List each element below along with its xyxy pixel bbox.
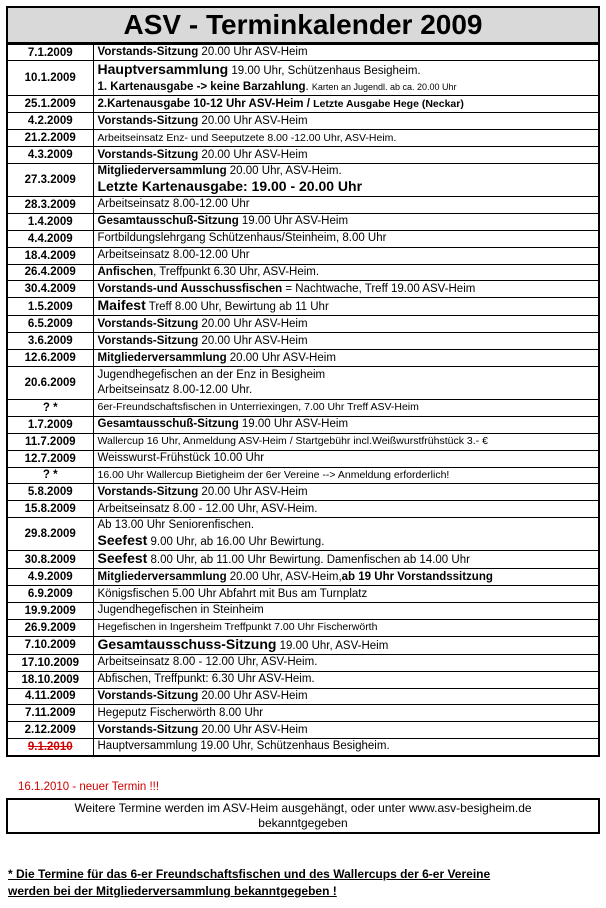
event-text: 20.00 Uhr ASV-Heim (198, 723, 308, 736)
event-date (7, 467, 93, 484)
event-date (7, 569, 93, 586)
event-line (98, 383, 595, 398)
event-description (93, 569, 599, 586)
event-date-text: 2.12.2009 (24, 724, 76, 737)
event-date-text: 27.3.2009 (24, 173, 76, 186)
event-text: Vorstands-Sitzung (97, 114, 199, 127)
event-text: Mitgliederversammlung (97, 570, 227, 583)
event-description (93, 247, 599, 264)
event-line (98, 570, 595, 585)
event-description (93, 654, 599, 671)
event-description (93, 350, 599, 367)
event-text: Treff 8.00 Uhr, Bewirtung ab 11 Uhr (145, 301, 329, 314)
event-text: 20.00 Uhr ASV-Heim (198, 148, 308, 161)
event-date (7, 333, 93, 350)
new-date-note: 16.1.2010 - neuer Termin !!! (18, 781, 160, 793)
event-text: ab 19 Uhr Vorstandssitzung (341, 570, 493, 583)
event-date (7, 350, 93, 367)
event-text: 20.00 Uhr, ASV-Heim, (226, 570, 342, 583)
info-box (6, 798, 600, 834)
event-text: 20.00 Uhr ASV-Heim (226, 351, 336, 364)
event-line (98, 672, 595, 687)
event-description (93, 163, 599, 196)
event-description (93, 602, 599, 619)
event-date-text: 6.5.2009 (27, 318, 73, 331)
event-date (7, 230, 93, 247)
event-text: Hegeputz Fischerwörth 8.00 Uhr (97, 706, 264, 719)
event-line (98, 551, 595, 568)
event-text: 20.00 Uhr ASV-Heim (198, 46, 308, 59)
event-text: Abfischen, Treffpunkt: 6.30 Uhr ASV-Heim. (97, 673, 315, 686)
event-description (93, 551, 599, 569)
event-date-text: 1.4.2009 (27, 215, 73, 228)
event-line (98, 637, 595, 654)
event-line (98, 97, 595, 112)
event-text: Arbeitseinsatz 8.00 - 12.00 Uhr, ASV-Heim. (97, 656, 318, 669)
calendar-row (7, 688, 599, 705)
event-text: Fortbildungslehrgang Schützenhaus/Steinheim, 8.00 Uhr (97, 232, 387, 245)
calendar-row (7, 247, 599, 264)
event-description (93, 130, 599, 147)
calendar-row (7, 705, 599, 722)
event-text: 19.00 Uhr ASV-Heim (238, 418, 349, 431)
event-date-text: 12.7.2009 (24, 452, 76, 465)
event-line (98, 620, 595, 635)
event-line (98, 197, 595, 212)
event-date-text: 10.1.2009 (24, 72, 76, 85)
event-description (93, 467, 599, 484)
event-description (93, 316, 599, 333)
event-description (93, 416, 599, 433)
event-line (98, 282, 595, 297)
event-text: 9.00 Uhr, ab 16.00 Uhr Bewirtung. (147, 536, 325, 549)
calendar-row (7, 654, 599, 671)
event-date (7, 247, 93, 264)
event-date-text: 7.10.2009 (24, 639, 76, 652)
event-date (7, 636, 93, 654)
event-text: Arbeitseinsatz 8.00-12.00 Uhr. (97, 383, 253, 396)
event-date-text: 7.11.2009 (24, 707, 76, 720)
event-date (7, 722, 93, 739)
event-line (98, 587, 595, 602)
calendar-row (7, 602, 599, 619)
calendar-row (7, 501, 599, 518)
event-date-text: 3.6.2009 (27, 335, 73, 348)
event-description (93, 96, 599, 113)
event-text: Vorstands-Sitzung (97, 148, 199, 161)
event-description (93, 484, 599, 501)
event-text: 20.00 Uhr ASV-Heim (198, 317, 308, 330)
event-date (7, 96, 93, 113)
event-date-text: 18.4.2009 (24, 249, 76, 262)
event-text: = Nachtwache, Treff 19.00 ASV-Heim (282, 282, 476, 295)
event-date-text: 5.8.2009 (27, 486, 73, 499)
event-line (98, 317, 595, 332)
calendar-row (7, 44, 599, 61)
event-text: 20.00 Uhr ASV-Heim (198, 334, 308, 347)
event-date-text: 26.9.2009 (24, 621, 76, 634)
event-line (98, 434, 595, 449)
calendar-row (7, 61, 599, 96)
event-date (7, 586, 93, 603)
calendar-row (7, 551, 599, 569)
event-date (7, 298, 93, 316)
event-line (98, 400, 595, 415)
event-date-text: 20.6.2009 (24, 376, 76, 389)
event-description (93, 518, 599, 551)
event-description (93, 147, 599, 164)
info-line: Weitere Termine werden im ASV-Heim ausgehängt, oder unter www.asv-besigheim.de (74, 801, 532, 815)
event-description (93, 619, 599, 636)
event-text: Jugendhegefischen in Steinheim (97, 604, 264, 617)
event-line (98, 706, 595, 721)
event-line (98, 148, 595, 163)
event-text: , Treffpunkt 6.30 Uhr, ASV-Heim. (153, 265, 320, 278)
event-text: Ab 13.00 Uhr Seniorenfischen. (97, 519, 255, 532)
calendar-row (7, 213, 599, 230)
calendar-row (7, 350, 599, 367)
event-text: Letzte Kartenausgabe: 19.00 - 20.00 Uhr (97, 177, 363, 194)
event-date-text: 1.7.2009 (27, 418, 73, 431)
event-description (93, 61, 599, 96)
event-date-text: 19.9.2009 (24, 604, 76, 617)
event-line (98, 214, 595, 229)
event-description (93, 366, 599, 399)
event-date (7, 484, 93, 501)
event-date (7, 113, 93, 130)
event-date (7, 316, 93, 333)
event-date-text: 26.4.2009 (24, 266, 76, 279)
event-line (98, 689, 595, 704)
event-text: 8.00 Uhr, ab 11.00 Uhr Bewirtung. Damenfischen ab 14.00 Uhr (147, 554, 470, 567)
event-description (93, 722, 599, 739)
event-text: 1. Kartenausgabe -> keine Barzahlung (97, 81, 306, 94)
event-text: Mitgliederversammlung (97, 164, 227, 177)
event-description (93, 264, 599, 281)
event-text: Gesamtausschuß-Sitzung (97, 215, 239, 228)
event-description (93, 399, 599, 416)
event-line (98, 533, 595, 550)
event-date-text: 4.11.2009 (24, 690, 76, 703)
event-text: Vorstands-Sitzung (97, 485, 199, 498)
event-text: Arbeitseinsatz 8.00-12.00 Uhr (97, 198, 250, 211)
event-text: 19.00 Uhr ASV-Heim (238, 215, 349, 228)
event-date (7, 281, 93, 298)
calendar-table (6, 43, 600, 757)
event-description (93, 230, 599, 247)
calendar-row (7, 739, 599, 756)
event-date-text: 18.10.2009 (21, 673, 80, 686)
event-text: 20.00 Uhr, ASV-Heim. (226, 164, 342, 177)
event-date-text: ? * (42, 401, 58, 414)
event-date-text: ? * (42, 469, 58, 482)
event-date (7, 433, 93, 450)
event-text: Hauptversammlung (97, 61, 229, 78)
event-date (7, 61, 93, 96)
event-line (98, 231, 595, 246)
event-text: Gesamtausschuß-Sitzung (97, 418, 239, 431)
event-line (98, 164, 595, 179)
event-line (98, 265, 595, 280)
event-text: Seefest (97, 550, 148, 567)
event-date (7, 739, 93, 756)
calendar-row (7, 113, 599, 130)
calendar-row (7, 230, 599, 247)
event-date-text: 4.9.2009 (27, 571, 73, 584)
event-date (7, 147, 93, 164)
calendar-row (7, 586, 599, 603)
event-description (93, 433, 599, 450)
event-text: 2.Kartenausgabe 10-12 Uhr ASV-Heim / (97, 97, 314, 110)
event-text: Weisswurst-Frühstück 10.00 Uhr (97, 452, 265, 465)
calendar-row (7, 467, 599, 484)
event-text: 16.00 Uhr Wallercup Bietigheim der 6er Vereine --> Anmeldung erforderlich! (97, 468, 450, 481)
event-line (98, 603, 595, 618)
event-date-text: 28.3.2009 (24, 198, 76, 211)
event-line (98, 179, 595, 196)
event-text: 19.00 Uhr, Schützenhaus Besigheim. (228, 65, 421, 78)
calendar-row (7, 722, 599, 739)
event-text: Arbeitseinsatz 8.00-12.00 Uhr (97, 249, 250, 262)
event-text: Vorstands-Sitzung (97, 689, 199, 702)
calendar-row (7, 636, 599, 654)
event-date (7, 196, 93, 213)
event-description (93, 739, 599, 756)
event-date (7, 705, 93, 722)
event-line (98, 114, 595, 129)
event-line (98, 655, 595, 670)
event-text: 20.00 Uhr ASV-Heim (198, 485, 308, 498)
event-date-text: 25.1.2009 (24, 98, 76, 111)
event-date (7, 501, 93, 518)
event-date-text: 9.1.2010 (27, 740, 73, 753)
event-date (7, 688, 93, 705)
event-description (93, 298, 599, 316)
info-line: bekanntgegeben (258, 816, 348, 830)
footnote (8, 866, 490, 900)
event-text: Seefest (97, 532, 148, 549)
page-title: ASV - Terminkalender 2009 (6, 6, 600, 44)
calendar-row (7, 416, 599, 433)
event-date (7, 551, 93, 569)
event-date-text: 17.10.2009 (21, 656, 80, 669)
calendar-row (7, 450, 599, 467)
event-text: Vorstands-Sitzung (97, 46, 199, 59)
calendar-row (7, 298, 599, 316)
event-date (7, 44, 93, 61)
event-date (7, 654, 93, 671)
event-date-text: 4.4.2009 (27, 232, 73, 245)
calendar-row (7, 96, 599, 113)
event-date (7, 450, 93, 467)
event-text: Jugendhegefischen an der Enz in Besigheim (97, 368, 326, 381)
event-line (98, 485, 595, 500)
event-line (98, 45, 595, 60)
calendar-row (7, 264, 599, 281)
event-text: Königsfischen 5.00 Uhr Abfahrt mit Bus am Turnplatz (97, 587, 368, 600)
event-text: Wallercup 16 Uhr, Anmeldung ASV-Heim / Startgebühr incl.Weißwurstfrühstück 3.- € (97, 435, 488, 448)
event-description (93, 636, 599, 654)
calendar-row (7, 518, 599, 551)
event-text: . (305, 81, 312, 94)
calendar-row (7, 163, 599, 196)
event-line (98, 451, 595, 466)
event-text: 6er-Freundschaftsfischen in Unterriexingen, 7.00 Uhr Treff ASV-Heim (97, 401, 419, 414)
event-text: Vorstands-und Ausschussfischen (97, 282, 283, 295)
calendar-row (7, 399, 599, 416)
event-line (98, 739, 595, 754)
calendar-row (7, 196, 599, 213)
calendar-row (7, 569, 599, 586)
event-date (7, 213, 93, 230)
event-date-text: 6.9.2009 (27, 588, 73, 601)
calendar-row (7, 130, 599, 147)
event-line (98, 248, 595, 263)
calendar-row (7, 281, 599, 298)
event-date (7, 518, 93, 551)
event-text: Arbeitseinsatz 8.00 - 12.00 Uhr, ASV-Heim. (97, 502, 318, 515)
event-date-text: 12.6.2009 (24, 352, 76, 365)
event-line (98, 131, 595, 146)
event-date (7, 602, 93, 619)
calendar-row (7, 433, 599, 450)
calendar-row (7, 366, 599, 399)
event-text: Letzte Ausgabe Hege (Neckar) (313, 97, 464, 110)
event-date-text: 30.4.2009 (24, 283, 76, 296)
event-description (93, 688, 599, 705)
event-date-text: 4.3.2009 (27, 149, 73, 161)
calendar-row (7, 147, 599, 164)
event-text: 19.00 Uhr, ASV-Heim (276, 639, 389, 652)
event-description (93, 705, 599, 722)
event-line (98, 502, 595, 517)
calendar-row (7, 671, 599, 688)
event-text: Hegefischen in Ingersheim Treffpunkt 7.00 Uhr Fischerwörth (97, 621, 378, 634)
event-line (98, 61, 595, 80)
event-line (98, 468, 595, 483)
calendar-row (7, 619, 599, 636)
event-text: 20.00 Uhr ASV-Heim (198, 114, 308, 127)
event-date-text: 7.1.2009 (27, 46, 73, 59)
event-description (93, 44, 599, 61)
calendar-row (7, 316, 599, 333)
event-date (7, 671, 93, 688)
event-text: Vorstands-Sitzung (97, 317, 199, 330)
calendar-row (7, 333, 599, 350)
event-description (93, 450, 599, 467)
event-date (7, 416, 93, 433)
event-text: 20.00 Uhr ASV-Heim (198, 689, 308, 702)
event-date (7, 163, 93, 196)
event-date (7, 399, 93, 416)
footnote-line: werden bei der Mitgliederversammlung bekanntgegeben ! (8, 884, 337, 898)
event-date (7, 264, 93, 281)
event-text: Gesamtausschuss-Sitzung (97, 636, 277, 652)
event-description (93, 671, 599, 688)
event-description (93, 333, 599, 350)
event-date-text: 15.8.2009 (24, 503, 76, 516)
event-text: Hauptversammlung 19.00 Uhr, Schützenhaus Besigheim. (97, 740, 390, 753)
event-description (93, 196, 599, 213)
footnote-line: * Die Termine für das 6-er Freundschaftsfischen und des Wallercups der 6-er Vereine (8, 867, 491, 881)
event-date (7, 130, 93, 147)
event-date-text: 21.2.2009 (24, 132, 76, 145)
event-date-text: 1.5.2009 (27, 300, 73, 313)
event-text: Maifest (97, 297, 146, 314)
event-line (98, 334, 595, 349)
event-line (98, 298, 595, 315)
event-description (93, 281, 599, 298)
event-text: Mitgliederversammlung (97, 351, 227, 364)
event-date-text: 11.7.2009 (24, 435, 76, 448)
event-description (93, 113, 599, 130)
event-text: Anfischen (97, 265, 154, 278)
event-description (93, 213, 599, 230)
event-line (98, 351, 595, 366)
event-date-text: 30.8.2009 (24, 553, 76, 566)
event-line (98, 723, 595, 738)
event-description (93, 586, 599, 603)
event-line (98, 417, 595, 432)
event-description (93, 501, 599, 518)
event-line (98, 80, 595, 95)
event-line (98, 368, 595, 383)
event-line (98, 518, 595, 533)
event-text: Karten an Jugendl. ab ca. 20.00 Uhr (311, 82, 457, 93)
event-text: Vorstands-Sitzung (97, 723, 199, 736)
event-text: Vorstands-Sitzung (97, 334, 199, 347)
calendar-row (7, 484, 599, 501)
event-date-text: 4.2.2009 (27, 115, 73, 128)
event-date (7, 366, 93, 399)
event-date-text: 29.8.2009 (24, 528, 76, 541)
event-text: Arbeitseinsatz Enz- und Seeputzete 8.00 -12.00 Uhr, ASV-Heim. (97, 131, 397, 144)
event-date (7, 619, 93, 636)
